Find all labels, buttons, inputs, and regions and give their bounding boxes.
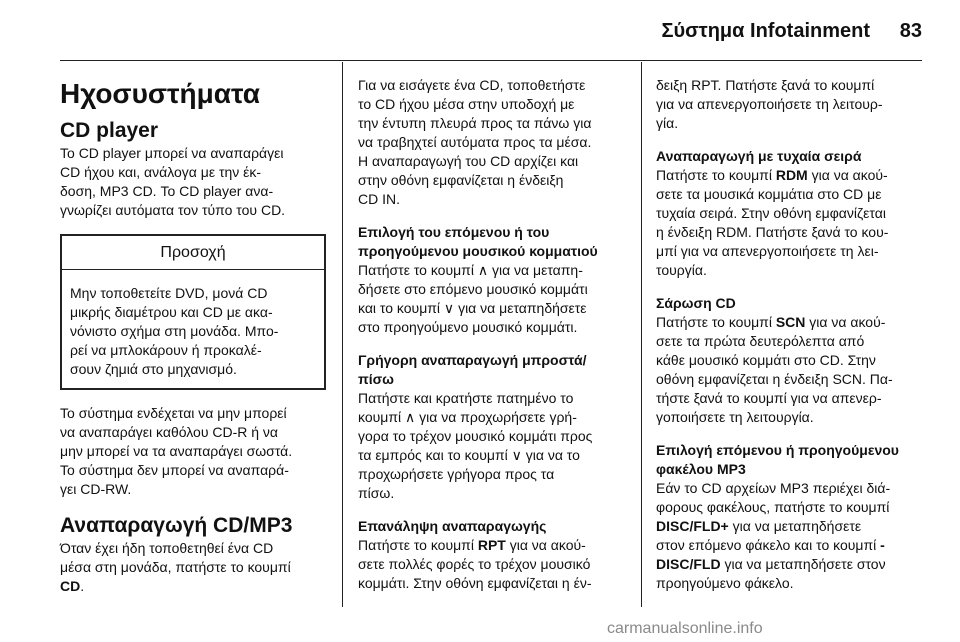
text-line: νόνιστο σχήμα στη μονάδα. Μπο- [70, 323, 279, 339]
column-3 [656, 76, 926, 593]
text-line: γνωρίζει αυτόματα τον τύπο του CD. [60, 202, 286, 218]
text-line: Το σύστημα δεν μπορεί να αναπαρά- [60, 462, 289, 478]
text-line: CD ήχου και, ανάλογα με την έκ- [60, 164, 262, 180]
random-paragraph [656, 185, 926, 280]
text-line: κουμπί ∧ για να προχωρήσετε γρή- [358, 409, 577, 425]
scn-button-label: SCN [775, 314, 806, 330]
text-line: Όταν έχει ήδη τοποθετηθεί ένα CD [60, 540, 274, 556]
heading-line: φακέλου MP3 [656, 461, 746, 477]
header-rule [60, 60, 922, 61]
page-header [0, 0, 960, 62]
text-line: μικρής διαμέτρου και CD με ακα- [70, 304, 273, 320]
playback-paragraph [60, 539, 326, 577]
text-line: σετε πολλές φορές το τρέχον μουσικό [358, 556, 591, 572]
text-line: μέσα στη μονάδα, πατήστε το κουμπί [60, 559, 291, 575]
random-line-1: Πατήστε το κουμπί RDM για να ακού- [656, 167, 888, 183]
insert-cd-paragraph [358, 76, 630, 209]
subsection-title: CD player [60, 119, 159, 142]
text-line: γορα το τρέχον μουσικό κομμάτι προς [358, 428, 593, 444]
watermark: carmanualsonline.info [607, 620, 763, 637]
scan-line-1: Πατήστε το κουμπί SCN για να ακού- [656, 314, 886, 330]
disc-fld-minus-button-label: DISC/FLD [656, 556, 721, 572]
text-line: για να απενεργοποιήσετε τη λειτουρ- [656, 96, 883, 112]
disc-fld-plus-button-label: DISC/FLD+ [656, 518, 729, 534]
scan-paragraph [656, 332, 926, 427]
rpt-continued-paragraph [656, 76, 926, 133]
text-line: σουν ζημιά στο μηχανισμό. [70, 361, 237, 377]
text-line: τήστε ξανά το κουμπί για να απενερ- [656, 390, 882, 406]
text-line: Η αναπαραγωγή του CD αρχίζει και [358, 153, 579, 169]
text-line: Το σύστημα ενδέχεται να μην μπορεί [60, 405, 287, 421]
text-line: να τραβηχτεί αυτόματα προς τα μέσα. [358, 134, 592, 150]
text-line: μην μπορεί να τα αναπαράγει σωστά. [60, 443, 293, 459]
heading-line: Γρήγορη αναπαραγωγή μπροστά/ [358, 352, 587, 368]
text-line: προχωρήσετε γρήγορα προς τα [358, 466, 555, 482]
text-line: και το κουμπί ∨ για να μεταπηδήσετε [358, 300, 587, 316]
text-line: Πατήστε το κουμπί ∧ για να μεταπη- [358, 262, 583, 278]
text-line: την έντυπη πλευρά προς τα πάνω για [358, 115, 592, 131]
rdm-button-label: RDM [775, 167, 808, 183]
playback-heading: Αναπαραγωγή CD/MP3 [60, 514, 293, 537]
next-prev-heading [358, 223, 630, 261]
text-line: γοποιήσετε τη λειτουργία. [656, 409, 814, 425]
text-line: οθόνη εμφανίζεται η ένδειξη SCN. Πα- [656, 371, 893, 387]
caution-title: Προσοχή [62, 236, 324, 270]
fast-play-paragraph [358, 389, 630, 503]
text-line: να αναπαράγει καθόλου CD-R ή να [60, 424, 279, 440]
folder-line-6: προηγούμενο φάκελο. [656, 575, 794, 591]
text-line: Το CD player μπορεί να αναπαράγει [60, 145, 284, 161]
text-line: τυχαία σειρά. Στην οθόνη εμφανίζεται [656, 205, 886, 221]
playback-last-line: CD. [60, 578, 85, 594]
text-line: η ένδειξη RDM. Πατήστε ξανά το κου- [656, 224, 889, 240]
random-heading: Αναπαραγωγή με τυχαία σειρά [656, 148, 862, 164]
cd-button-label: CD [60, 578, 81, 594]
text-line: ρεί να μπλοκάρουν ή προκαλέ- [70, 342, 262, 358]
scan-heading: Σάρωση CD [656, 295, 736, 311]
text-line: σετε τα μουσικά κομμάτια στο CD με [656, 186, 882, 202]
text-line: Για να εισάγετε ένα CD, τοποθετήστε [358, 77, 586, 93]
text-line: γία. [656, 115, 679, 131]
heading-line: Επιλογή επόμενου ή προηγούμενου [656, 442, 899, 458]
disc-fld-minus-sign: - [880, 537, 885, 553]
text-line: πίσω. [358, 485, 395, 501]
text-line: το CD ήχου μέσα στην υποδοχή με [358, 96, 575, 112]
folder-line-3: DISC/FLD+ για να μεταπηδήσετε [656, 518, 862, 534]
text-line: τα εμπρός και το κουμπί ∨ για να το [358, 447, 580, 463]
repeat-heading: Επανάληψη αναπαραγωγής [358, 518, 547, 534]
folder-heading [656, 441, 926, 479]
text-line: στο προηγούμενο μουσικό κομμάτι. [358, 319, 578, 335]
rpt-button-label: RPT [477, 537, 506, 553]
text-line: κάθε μουσικό κομμάτι στο CD. Στην [656, 352, 876, 368]
folder-line-2: φορους φακέλους, πατήστε το κουμπί [656, 499, 890, 515]
page-number: 83 [899, 20, 922, 42]
text-line: CD IN. [358, 191, 400, 207]
folder-line-4: στον επόμενο φάκελο και το κουμπί - [656, 537, 885, 553]
heading-line: προηγούμενου μουσικού κομματιού [358, 243, 598, 259]
repeat-line-1: Πατήστε το κουμπί RPT για να ακού- [358, 537, 586, 553]
column-2 [358, 76, 630, 593]
column-1 [60, 62, 326, 596]
text-line: μπί για να απενεργοποιήσετε τη λει- [656, 243, 879, 259]
fast-play-heading [358, 351, 630, 389]
cd-r-paragraph [60, 404, 326, 499]
text-line: Πατήστε και κρατήστε πατημένο το [358, 390, 574, 406]
section-title: Ηχοσυστήματα [60, 78, 260, 109]
column-divider-1 [342, 62, 343, 607]
caution-box [60, 234, 326, 390]
text-line: Μην τοποθετείτε DVD, μονά CD [70, 285, 268, 301]
intro-paragraph [60, 144, 326, 220]
text-line: δειξη RPT. Πατήστε ξανά το κουμπί [656, 77, 875, 93]
text-line: σετε τα πρώτα δευτερόλεπτα από [656, 333, 865, 349]
text-line: δήσετε στο επόμενο μουσικό κομμάτι [358, 281, 588, 297]
text-line: τουργία. [656, 262, 707, 278]
next-prev-paragraph [358, 261, 630, 337]
folder-line-1: Εάν το CD αρχείων MP3 περιέχει διά- [656, 480, 891, 496]
header-title: Σύστημα Infotainment [661, 20, 870, 42]
text-line: κομμάτι. Στην οθόνη εμφανίζεται η έν- [358, 575, 592, 591]
text-line: στην οθόνη εμφανίζεται η ένδειξη [358, 172, 564, 188]
caution-text [62, 270, 324, 388]
repeat-paragraph [358, 555, 630, 593]
text-line: γει CD-RW. [60, 481, 132, 497]
heading-line: πίσω [358, 371, 395, 387]
folder-line-5: DISC/FLD για να μεταπηδήσετε στον [656, 556, 886, 572]
column-divider-2 [641, 62, 642, 607]
heading-line: Επιλογή του επόμενου ή του [358, 224, 550, 240]
text-line: δοση, MP3 CD. Το CD player ανα- [60, 183, 274, 199]
